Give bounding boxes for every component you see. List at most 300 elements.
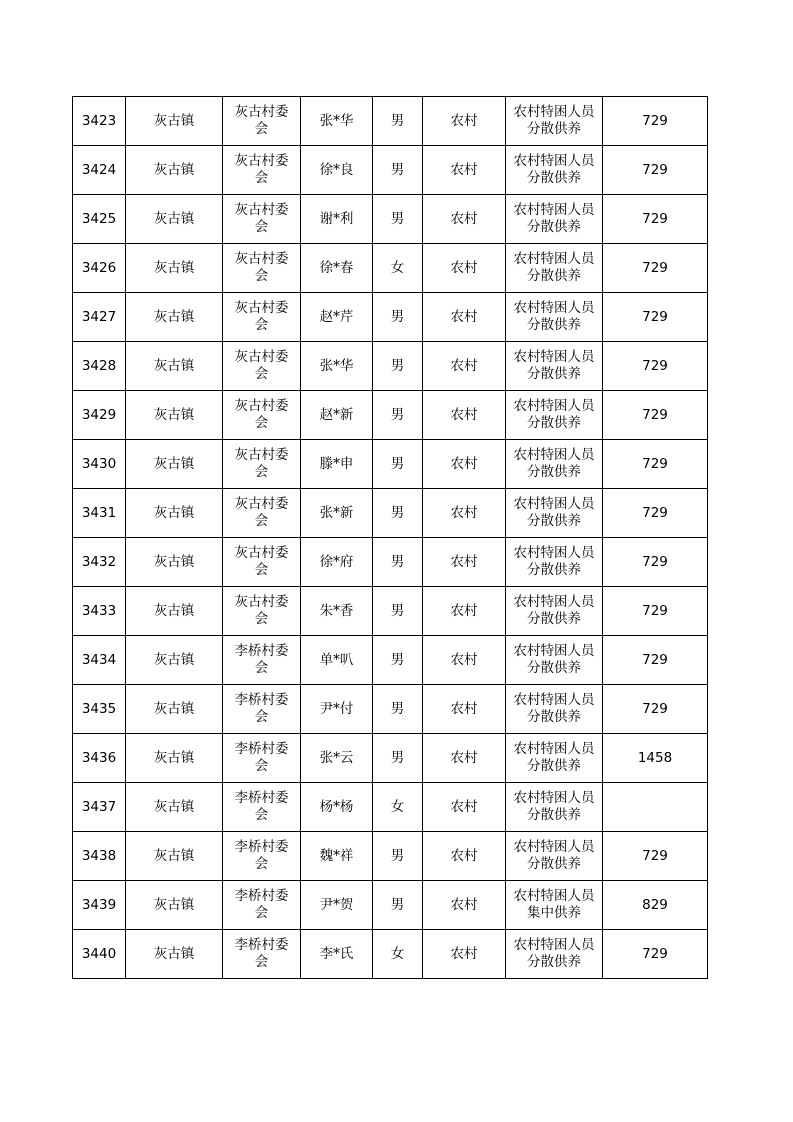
cell-serial-number [73,685,126,734]
cell-area-type [423,734,506,783]
cell-gender [373,244,423,293]
cell-area-type-text: 农村 [450,602,478,619]
table-row [73,930,708,979]
cell-assistance-category-text: 农村特困人员分散供养 [513,643,595,676]
cell-person-name-text: 尹*贺 [319,896,354,913]
cell-area-type-text: 农村 [450,504,478,521]
cell-gender [373,342,423,391]
cell-area-type [423,293,506,342]
cell-gender [373,636,423,685]
cell-village-committee [223,244,301,293]
cell-amount [603,587,708,636]
cell-amount-text: 729 [642,357,668,374]
cell-serial-number [73,146,126,195]
table-row [73,783,708,832]
cell-gender [373,832,423,881]
cell-area-type [423,636,506,685]
cell-assistance-category [506,391,603,440]
table-row [73,636,708,685]
cell-serial-number [73,783,126,832]
cell-village-committee-text: 灰古村委会 [234,349,289,382]
cell-serial-number [73,195,126,244]
cell-assistance-category [506,587,603,636]
cell-area-type [423,930,506,979]
cell-village-committee [223,293,301,342]
cell-gender [373,734,423,783]
cell-person-name-text: 张*华 [319,357,354,374]
table-row [73,244,708,293]
cell-gender-text: 男 [390,847,405,864]
cell-village-committee-text: 灰古村委会 [234,447,289,480]
cell-town-text: 灰古镇 [153,749,195,766]
cell-area-type [423,97,506,146]
cell-assistance-category-text: 农村特困人员分散供养 [513,496,595,529]
cell-town [126,587,223,636]
cell-assistance-category [506,783,603,832]
cell-village-committee [223,587,301,636]
cell-person-name [301,391,373,440]
cell-gender [373,195,423,244]
cell-serial-number-text: 3435 [81,700,117,717]
cell-town [126,293,223,342]
cell-gender-text: 男 [390,504,405,521]
cell-amount [603,538,708,587]
cell-area-type [423,244,506,293]
cell-town-text: 灰古镇 [153,112,195,129]
cell-serial-number [73,391,126,440]
cell-serial-number-text: 3428 [81,357,117,374]
table-row [73,391,708,440]
cell-serial-number [73,930,126,979]
cell-amount [603,734,708,783]
cell-gender-text: 男 [390,896,405,913]
cell-gender [373,783,423,832]
cell-person-name [301,930,373,979]
cell-area-type-text: 农村 [450,700,478,717]
cell-gender-text: 男 [390,308,405,325]
cell-person-name [301,881,373,930]
cell-area-type [423,195,506,244]
cell-village-committee [223,881,301,930]
cell-village-committee [223,440,301,489]
table-row [73,881,708,930]
table-row [73,734,708,783]
cell-town-text: 灰古镇 [153,602,195,619]
cell-village-committee-text: 灰古村委会 [234,496,289,529]
cell-gender-text: 男 [390,749,405,766]
cell-assistance-category [506,930,603,979]
cell-assistance-category-text: 农村特困人员分散供养 [513,349,595,382]
cell-serial-number-text: 3429 [81,406,117,423]
cell-amount-text: 729 [642,161,668,178]
cell-assistance-category-text: 农村特困人员分散供养 [513,251,595,284]
cell-area-type-text: 农村 [450,749,478,766]
cell-amount [603,832,708,881]
cell-serial-number [73,342,126,391]
cell-amount [603,783,708,832]
table-row [73,489,708,538]
cell-person-name-text: 徐*春 [319,259,354,276]
cell-serial-number-text: 3434 [81,651,117,668]
cell-town-text: 灰古镇 [153,945,195,962]
table-row [73,685,708,734]
table-row [73,587,708,636]
cell-assistance-category-text: 农村特困人员分散供养 [513,790,595,823]
cell-town [126,930,223,979]
cell-assistance-category-text: 农村特困人员分散供养 [513,104,595,137]
cell-gender-text: 男 [390,210,405,227]
cell-person-name [301,293,373,342]
cell-amount-text: 729 [642,847,668,864]
cell-area-type-text: 农村 [450,308,478,325]
cell-town-text: 灰古镇 [153,259,195,276]
cell-person-name-text: 尹*付 [319,700,354,717]
cell-gender-text: 男 [390,406,405,423]
cell-amount [603,489,708,538]
table-row [73,538,708,587]
cell-area-type [423,783,506,832]
cell-amount [603,293,708,342]
cell-village-committee-text: 灰古村委会 [234,202,289,235]
cell-amount [603,391,708,440]
cell-amount-text: 1458 [637,749,673,766]
cell-town-text: 灰古镇 [153,504,195,521]
cell-assistance-category [506,636,603,685]
cell-town-text: 灰古镇 [153,210,195,227]
cell-town [126,685,223,734]
cell-serial-number [73,832,126,881]
cell-amount-text: 729 [642,945,668,962]
cell-person-name-text: 杨*杨 [319,798,354,815]
cell-village-committee-text: 灰古村委会 [234,398,289,431]
cell-town [126,636,223,685]
cell-serial-number [73,440,126,489]
table-row [73,440,708,489]
cell-person-name-text: 滕*申 [319,455,354,472]
roster-body [73,97,708,979]
cell-assistance-category-text: 农村特困人员分散供养 [513,398,595,431]
cell-assistance-category-text: 农村特困人员分散供养 [513,594,595,627]
cell-amount-text: 729 [642,308,668,325]
cell-serial-number-text: 3437 [81,798,117,815]
cell-person-name [301,832,373,881]
cell-area-type [423,440,506,489]
cell-person-name [301,685,373,734]
cell-serial-number [73,538,126,587]
cell-serial-number-text: 3425 [81,210,117,227]
cell-amount [603,97,708,146]
cell-person-name-text: 谢*利 [319,210,354,227]
table-row [73,97,708,146]
cell-gender [373,97,423,146]
cell-town [126,783,223,832]
cell-serial-number-text: 3431 [81,504,117,521]
cell-serial-number-text: 3439 [81,896,117,913]
cell-serial-number-text: 3432 [81,553,117,570]
cell-amount [603,244,708,293]
cell-amount-text: 729 [642,210,668,227]
cell-amount [603,146,708,195]
cell-village-committee-text: 灰古村委会 [234,300,289,333]
cell-gender [373,146,423,195]
cell-town [126,489,223,538]
cell-village-committee [223,734,301,783]
cell-assistance-category-text: 农村特困人员集中供养 [513,888,595,921]
cell-assistance-category [506,440,603,489]
cell-serial-number-text: 3436 [81,749,117,766]
cell-gender [373,587,423,636]
cell-village-committee [223,146,301,195]
cell-town [126,244,223,293]
cell-serial-number-text: 3438 [81,847,117,864]
cell-village-committee [223,195,301,244]
cell-gender [373,489,423,538]
cell-area-type-text: 农村 [450,210,478,227]
cell-serial-number-text: 3440 [81,945,117,962]
cell-serial-number [73,244,126,293]
cell-town-text: 灰古镇 [153,406,195,423]
cell-serial-number-text: 3430 [81,455,117,472]
cell-town [126,195,223,244]
cell-person-name-text: 张*华 [319,112,354,129]
cell-person-name [301,587,373,636]
cell-area-type-text: 农村 [450,455,478,472]
cell-town-text: 灰古镇 [153,847,195,864]
cell-village-committee-text: 灰古村委会 [234,104,289,137]
cell-village-committee-text: 李桥村委会 [234,741,289,774]
cell-gender-text: 男 [390,455,405,472]
cell-town [126,342,223,391]
cell-town [126,832,223,881]
cell-amount [603,881,708,930]
cell-gender-text: 男 [390,161,405,178]
cell-assistance-category [506,293,603,342]
cell-village-committee-text: 李桥村委会 [234,888,289,921]
cell-village-committee [223,685,301,734]
cell-assistance-category-text: 农村特困人员分散供养 [513,692,595,725]
cell-gender-text: 女 [390,945,405,962]
cell-area-type [423,489,506,538]
cell-town [126,538,223,587]
cell-gender [373,293,423,342]
cell-amount [603,440,708,489]
cell-assistance-category-text: 农村特困人员分散供养 [513,741,595,774]
cell-gender [373,440,423,489]
cell-area-type [423,587,506,636]
cell-village-committee [223,391,301,440]
cell-person-name [301,489,373,538]
cell-person-name-text: 单*叭 [319,651,354,668]
table-row [73,342,708,391]
cell-village-committee-text: 李桥村委会 [234,839,289,872]
cell-gender-text: 女 [390,798,405,815]
cell-area-type-text: 农村 [450,259,478,276]
cell-area-type-text: 农村 [450,847,478,864]
cell-assistance-category [506,342,603,391]
cell-village-committee-text: 灰古村委会 [234,153,289,186]
cell-town-text: 灰古镇 [153,651,195,668]
table-row [73,146,708,195]
cell-amount [603,930,708,979]
cell-assistance-category-text: 农村特困人员分散供养 [513,447,595,480]
cell-serial-number [73,489,126,538]
cell-person-name [301,538,373,587]
cell-area-type-text: 农村 [450,161,478,178]
cell-town-text: 灰古镇 [153,553,195,570]
cell-village-committee [223,930,301,979]
cell-gender-text: 男 [390,112,405,129]
cell-area-type-text: 农村 [450,112,478,129]
cell-area-type [423,391,506,440]
cell-area-type [423,881,506,930]
cell-serial-number [73,293,126,342]
cell-village-committee [223,832,301,881]
cell-amount-text: 729 [642,504,668,521]
cell-gender-text: 男 [390,357,405,374]
cell-village-committee-text: 灰古村委会 [234,251,289,284]
cell-town-text: 灰古镇 [153,161,195,178]
cell-village-committee-text: 李桥村委会 [234,643,289,676]
cell-person-name-text: 赵*芹 [319,308,354,325]
cell-serial-number-text: 3424 [81,161,117,178]
cell-village-committee-text: 灰古村委会 [234,594,289,627]
cell-village-committee-text: 李桥村委会 [234,790,289,823]
cell-town-text: 灰古镇 [153,896,195,913]
cell-gender [373,391,423,440]
cell-serial-number [73,881,126,930]
cell-assistance-category-text: 农村特困人员分散供养 [513,300,595,333]
cell-area-type [423,342,506,391]
cell-town-text: 灰古镇 [153,357,195,374]
cell-assistance-category-text: 农村特困人员分散供养 [513,202,595,235]
cell-town-text: 灰古镇 [153,798,195,815]
cell-town-text: 灰古镇 [153,455,195,472]
cell-area-type [423,832,506,881]
cell-assistance-category [506,734,603,783]
cell-person-name-text: 李*氏 [319,945,354,962]
cell-town-text: 灰古镇 [153,700,195,717]
cell-serial-number [73,97,126,146]
cell-area-type-text: 农村 [450,357,478,374]
cell-gender [373,685,423,734]
cell-assistance-category [506,146,603,195]
cell-area-type-text: 农村 [450,406,478,423]
cell-person-name [301,244,373,293]
cell-assistance-category [506,489,603,538]
cell-gender-text: 男 [390,651,405,668]
cell-person-name-text: 魏*祥 [319,847,354,864]
cell-amount [603,636,708,685]
cell-amount-text: 729 [642,651,668,668]
cell-assistance-category-text: 农村特困人员分散供养 [513,545,595,578]
cell-area-type-text: 农村 [450,945,478,962]
cell-amount-text: 729 [642,700,668,717]
cell-gender-text: 女 [390,259,405,276]
cell-person-name-text: 徐*良 [319,161,354,178]
cell-person-name [301,440,373,489]
cell-assistance-category [506,538,603,587]
cell-town-text: 灰古镇 [153,308,195,325]
cell-assistance-category-text: 农村特困人员分散供养 [513,937,595,970]
cell-assistance-category [506,832,603,881]
cell-gender-text: 男 [390,553,405,570]
cell-amount-text: 729 [642,112,668,129]
cell-village-committee-text: 李桥村委会 [234,937,289,970]
cell-town [126,734,223,783]
cell-person-name-text: 张*云 [319,749,354,766]
cell-village-committee [223,97,301,146]
cell-village-committee [223,342,301,391]
cell-person-name [301,734,373,783]
cell-serial-number-text: 3426 [81,259,117,276]
cell-person-name [301,342,373,391]
cell-town [126,97,223,146]
cell-person-name [301,146,373,195]
assistance-roster-table [72,96,708,979]
cell-serial-number [73,734,126,783]
table-row [73,195,708,244]
cell-assistance-category [506,97,603,146]
cell-amount [603,342,708,391]
cell-assistance-category-text: 农村特困人员分散供养 [513,153,595,186]
cell-assistance-category-text: 农村特困人员分散供养 [513,839,595,872]
cell-town [126,391,223,440]
cell-gender-text: 男 [390,602,405,619]
cell-amount-text: 729 [642,259,668,276]
cell-area-type [423,146,506,195]
table-row [73,293,708,342]
cell-town [126,146,223,195]
cell-assistance-category [506,685,603,734]
cell-village-committee-text: 李桥村委会 [234,692,289,725]
cell-village-committee-text: 灰古村委会 [234,545,289,578]
cell-village-committee [223,636,301,685]
cell-person-name-text: 朱*香 [319,602,354,619]
cell-person-name [301,195,373,244]
cell-assistance-category [506,195,603,244]
cell-amount-text: 829 [642,896,668,913]
cell-amount-text: 729 [642,455,668,472]
cell-assistance-category [506,881,603,930]
cell-person-name [301,783,373,832]
table-row [73,832,708,881]
cell-amount-text: 729 [642,602,668,619]
cell-area-type-text: 农村 [450,651,478,668]
cell-person-name [301,636,373,685]
cell-serial-number [73,587,126,636]
cell-area-type-text: 农村 [450,553,478,570]
cell-gender-text: 男 [390,700,405,717]
cell-serial-number-text: 3423 [81,112,117,129]
cell-area-type [423,538,506,587]
cell-village-committee [223,489,301,538]
cell-gender [373,538,423,587]
cell-person-name-text: 张*新 [319,504,354,521]
cell-village-committee [223,783,301,832]
cell-person-name [301,97,373,146]
cell-person-name-text: 赵*新 [319,406,354,423]
cell-area-type-text: 农村 [450,896,478,913]
cell-area-type [423,685,506,734]
cell-assistance-category [506,244,603,293]
cell-serial-number-text: 3427 [81,308,117,325]
cell-amount [603,685,708,734]
cell-amount-text: 729 [642,406,668,423]
cell-amount-text: 729 [642,553,668,570]
cell-village-committee [223,538,301,587]
cell-gender [373,881,423,930]
cell-person-name-text: 徐*府 [319,553,354,570]
